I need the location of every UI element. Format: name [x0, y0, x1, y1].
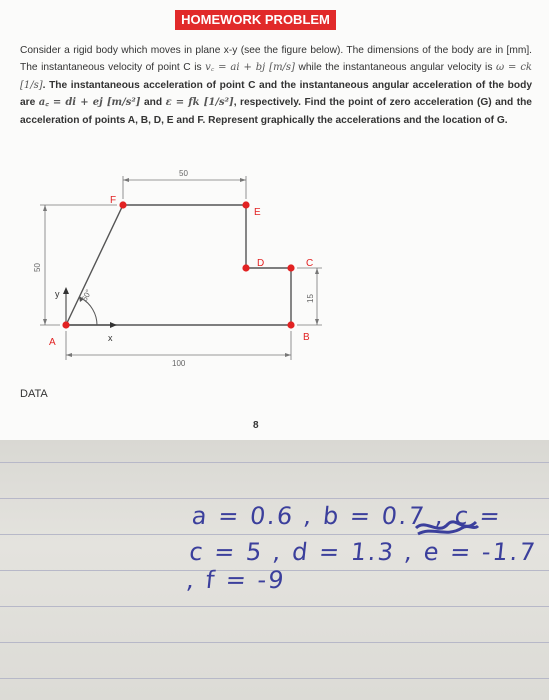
- ruled-line: [0, 606, 549, 607]
- dim-angle: 60°: [79, 288, 94, 303]
- problem-text-2b: and: [144, 97, 163, 109]
- label-B: B: [303, 332, 310, 343]
- eps-formula: ε = fk [1/s²]: [165, 97, 234, 109]
- homework-title: HOMEWORK PROBLEM: [175, 10, 336, 30]
- label-y: y: [55, 289, 60, 299]
- data-heading: DATA: [20, 388, 48, 400]
- problem-text-1b: while the instantaneous angular velocity is: [298, 62, 493, 74]
- dim-left: 50: [33, 263, 42, 272]
- point-F: [119, 201, 126, 208]
- label-E: E: [254, 207, 261, 218]
- angle-arc: [81, 298, 97, 325]
- handwritten-line-1: a = 0.6 , b = 0.7 , c =: [190, 502, 504, 530]
- x-axis-arrow: [110, 322, 117, 328]
- ruled-line: [0, 678, 549, 679]
- ruled-line: [0, 642, 549, 643]
- dim-top: 50: [179, 169, 188, 178]
- label-F: F: [110, 195, 117, 206]
- label-A: A: [49, 337, 56, 348]
- page-number: 8: [253, 420, 259, 431]
- handwritten-note: [0, 440, 549, 700]
- y-axis-arrow: [63, 287, 69, 294]
- velocity-formula: v꜀ = ai + bj [m/s]: [205, 62, 295, 74]
- point-B: [287, 321, 294, 328]
- label-x: x: [108, 333, 113, 343]
- point-E: [242, 201, 249, 208]
- label-D: D: [257, 258, 265, 269]
- point-A: [62, 321, 69, 328]
- handwritten-line-2: c = 5 , d = 1.3 , e = -1.7 , f = -9: [185, 538, 539, 594]
- problem-text-3: , respectively. Find the point of zero acceleration (G) and the acceleration of points A, B, D, E and F. Represent graphically the accelerations and the location of G.: [20, 97, 532, 126]
- accel-formula: a꜀ = di + ej [m/s²]: [38, 97, 141, 109]
- dim-right: 15: [306, 294, 315, 303]
- ruled-line: [0, 498, 549, 499]
- ruled-line: [0, 462, 549, 463]
- problem-text-2: . The instantaneous acceleration of point C and the instantaneous angular acceleration of the body are: [20, 79, 532, 109]
- dim-bottom: 100: [172, 359, 186, 368]
- point-C: [287, 264, 294, 271]
- problem-text-1: Consider a rigid body which moves in plane x-y (see the figure below). The dimensions of the body are in [mm]. The instantaneous velocity of point C is: [20, 45, 532, 74]
- omega-formula: ω = ck [1/s]: [20, 62, 532, 91]
- label-C: C: [306, 258, 314, 269]
- point-D: [242, 264, 249, 271]
